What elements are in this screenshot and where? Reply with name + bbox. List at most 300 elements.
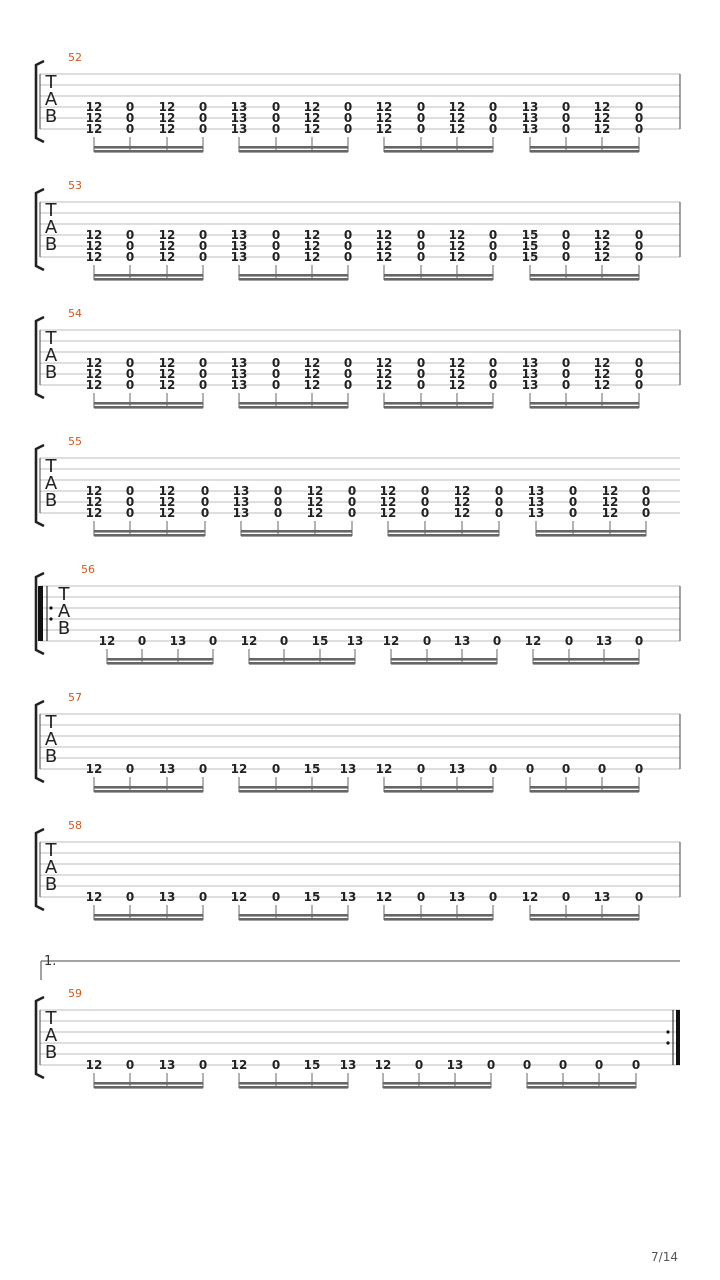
fret-number: 0 [343, 100, 353, 114]
beam [107, 658, 213, 661]
fret-number: 12 [306, 484, 324, 498]
fret-number: 13 [339, 1058, 357, 1072]
fret-number: 13 [230, 239, 248, 253]
page-number: 7/14 [651, 1250, 678, 1264]
fret-number: 12 [240, 634, 258, 648]
fret-number: 13 [339, 762, 357, 776]
fret-number: 12 [375, 367, 393, 381]
fret-number: 0 [271, 111, 281, 125]
fret-number: 0 [641, 506, 651, 520]
beam [530, 790, 639, 793]
fret-number: 0 [634, 250, 644, 264]
fret-number: 12 [98, 634, 116, 648]
fret-number: 0 [561, 100, 571, 114]
fret-number: 0 [416, 228, 426, 242]
fret-number: 0 [488, 100, 498, 114]
tab-system-58 [36, 819, 680, 921]
fret-number: 12 [448, 250, 466, 264]
fret-number: 0 [416, 239, 426, 253]
tab-clef-letter: A [57, 601, 71, 622]
fret-number: 0 [416, 122, 426, 136]
tab-system-52 [36, 51, 680, 153]
fret-number: 12 [85, 228, 103, 242]
fret-number: 0 [634, 100, 644, 114]
fret-number: 0 [271, 367, 281, 381]
fret-number: 13 [339, 890, 357, 904]
fret-number: 12 [158, 228, 176, 242]
beam [388, 530, 499, 533]
fret-number: 12 [593, 228, 611, 242]
fret-number: 0 [488, 367, 498, 381]
fret-number: 0 [125, 367, 135, 381]
fret-number: 13 [448, 890, 466, 904]
fret-number: 12 [158, 367, 176, 381]
beam [536, 530, 646, 533]
fret-number: 0 [200, 506, 210, 520]
fret-number: 0 [208, 634, 218, 648]
fret-number: 0 [125, 506, 135, 520]
fret-number: 0 [347, 484, 357, 498]
fret-number: 0 [125, 484, 135, 498]
fret-number: 0 [271, 228, 281, 242]
fret-number: 0 [198, 228, 208, 242]
fret-number: 12 [601, 495, 619, 509]
tab-clef-letter: T [45, 200, 57, 221]
fret-number: 0 [488, 111, 498, 125]
fret-number: 13 [230, 378, 248, 392]
fret-number: 0 [125, 122, 135, 136]
beam [239, 150, 348, 153]
tab-clef-letter: B [44, 234, 58, 255]
fret-number: 13 [230, 122, 248, 136]
fret-number: 0 [558, 1058, 568, 1072]
fret-number: 0 [279, 634, 289, 648]
fret-number: 0 [634, 762, 644, 776]
fret-number: 12 [379, 495, 397, 509]
fret-number: 0 [271, 100, 281, 114]
beam [94, 786, 203, 789]
tab-clef-letter: T [58, 584, 70, 605]
fret-number: 0 [561, 228, 571, 242]
fret-number: 0 [634, 890, 644, 904]
fret-number: 13 [346, 634, 364, 648]
fret-number: 0 [488, 356, 498, 370]
beam [94, 406, 203, 409]
fret-number: 12 [379, 506, 397, 520]
beam [94, 918, 203, 921]
fret-number: 0 [488, 378, 498, 392]
fret-number: 0 [198, 250, 208, 264]
beam [384, 914, 493, 917]
fret-number: 13 [521, 367, 539, 381]
fret-number: 15 [521, 250, 539, 264]
beam [530, 918, 639, 921]
fret-number: 15 [303, 762, 321, 776]
volta-bracket-1 [41, 954, 680, 980]
tab-clef-letter: T [45, 1008, 57, 1029]
fret-number: 0 [271, 122, 281, 136]
fret-number: 13 [232, 484, 250, 498]
fret-number: 12 [85, 367, 103, 381]
fret-number: 0 [125, 762, 135, 776]
fret-number: 12 [601, 484, 619, 498]
beam [94, 146, 203, 149]
fret-number: 0 [137, 634, 147, 648]
fret-number: 0 [420, 484, 430, 498]
tab-system-53 [36, 179, 680, 281]
fret-number: 0 [488, 890, 498, 904]
fret-number: 12 [593, 239, 611, 253]
beam [384, 150, 493, 153]
fret-number: 12 [375, 762, 393, 776]
fret-number: 12 [85, 1058, 103, 1072]
fret-number: 0 [568, 495, 578, 509]
fret-number: 0 [200, 484, 210, 498]
tab-system-54 [36, 307, 680, 409]
measure-number: 58 [68, 819, 82, 832]
fret-number: 12 [303, 239, 321, 253]
beam [107, 662, 213, 665]
fret-number: 13 [232, 495, 250, 509]
fret-number: 0 [343, 356, 353, 370]
fret-number: 12 [303, 100, 321, 114]
fret-number: 0 [422, 634, 432, 648]
fret-number: 0 [634, 122, 644, 136]
fret-number: 12 [306, 506, 324, 520]
tab-system-55 [36, 435, 680, 537]
fret-number: 0 [561, 250, 571, 264]
measure-number: 52 [68, 51, 82, 64]
fret-number: 0 [200, 495, 210, 509]
fret-number: 0 [634, 378, 644, 392]
tab-system-56 [36, 563, 680, 665]
fret-number: 0 [343, 111, 353, 125]
beam [249, 658, 355, 661]
beam [384, 402, 493, 405]
fret-number: 12 [158, 100, 176, 114]
fret-number: 0 [634, 367, 644, 381]
fret-number: 13 [595, 634, 613, 648]
fret-number: 13 [521, 356, 539, 370]
fret-number: 0 [125, 111, 135, 125]
fret-number: 0 [125, 356, 135, 370]
fret-number: 0 [347, 506, 357, 520]
beam [530, 406, 639, 409]
fret-number: 0 [416, 378, 426, 392]
tab-clef-letter: B [57, 618, 71, 639]
repeat-dot [666, 1030, 669, 1033]
fret-number: 12 [85, 890, 103, 904]
fret-number: 0 [343, 228, 353, 242]
fret-number: 0 [271, 356, 281, 370]
fret-number: 0 [486, 1058, 496, 1072]
beam [94, 1082, 203, 1085]
fret-number: 12 [453, 495, 471, 509]
repeat-end-thick-bar [676, 1010, 680, 1065]
beam [239, 786, 348, 789]
fret-number: 0 [634, 239, 644, 253]
fret-number: 0 [198, 890, 208, 904]
fret-number: 12 [521, 890, 539, 904]
fret-number: 0 [416, 100, 426, 114]
fret-number: 0 [416, 111, 426, 125]
beam [533, 658, 639, 661]
fret-number: 13 [521, 111, 539, 125]
beam [527, 1086, 636, 1089]
fret-number: 12 [448, 367, 466, 381]
fret-number: 0 [492, 634, 502, 648]
fret-number: 0 [561, 239, 571, 253]
tab-clef-letter: A [44, 729, 58, 750]
beam [530, 278, 639, 281]
beam [94, 1086, 203, 1089]
fret-number: 0 [634, 228, 644, 242]
beam [239, 146, 348, 149]
fret-number: 13 [230, 250, 248, 264]
fret-number: 0 [273, 495, 283, 509]
beam [241, 534, 352, 537]
fret-number: 0 [488, 239, 498, 253]
tab-system-57 [36, 691, 680, 793]
fret-number: 13 [230, 228, 248, 242]
fret-number: 12 [230, 890, 248, 904]
fret-number: 0 [198, 122, 208, 136]
fret-number: 13 [230, 356, 248, 370]
fret-number: 12 [85, 484, 103, 498]
beam [249, 662, 355, 665]
fret-number: 0 [271, 378, 281, 392]
repeat-dot [49, 617, 52, 620]
fret-number: 0 [634, 111, 644, 125]
fret-number: 0 [568, 506, 578, 520]
fret-number: 12 [85, 762, 103, 776]
tab-clef-letter: A [44, 345, 58, 366]
tab-clef-letter: B [44, 746, 58, 767]
fret-number: 0 [198, 239, 208, 253]
beam [239, 1086, 348, 1089]
beam [94, 530, 205, 533]
fret-number: 12 [303, 228, 321, 242]
fret-number: 12 [601, 506, 619, 520]
fret-number: 0 [561, 762, 571, 776]
repeat-dot [49, 606, 52, 609]
fret-number: 12 [375, 890, 393, 904]
fret-number: 12 [375, 378, 393, 392]
fret-number: 0 [343, 367, 353, 381]
tab-clef-letter: A [44, 89, 58, 110]
fret-number: 13 [593, 890, 611, 904]
beam [239, 406, 348, 409]
fret-number: 13 [169, 634, 187, 648]
fret-number: 12 [158, 239, 176, 253]
fret-number: 0 [125, 100, 135, 114]
fret-number: 12 [374, 1058, 392, 1072]
fret-number: 15 [521, 239, 539, 253]
tab-clef-letter: T [45, 328, 57, 349]
fret-number: 15 [521, 228, 539, 242]
beam [388, 534, 499, 537]
fret-number: 0 [561, 367, 571, 381]
tab-system-59 [36, 987, 680, 1089]
fret-number: 12 [593, 367, 611, 381]
fret-number: 12 [158, 495, 176, 509]
measure-number: 59 [68, 987, 82, 1000]
fret-number: 0 [271, 1058, 281, 1072]
beam [239, 918, 348, 921]
fret-number: 12 [85, 239, 103, 253]
tab-clef-letter: T [45, 712, 57, 733]
fret-number: 0 [125, 239, 135, 253]
fret-number: 12 [375, 356, 393, 370]
fret-number: 12 [593, 250, 611, 264]
fret-number: 0 [271, 250, 281, 264]
fret-number: 12 [303, 356, 321, 370]
fret-number: 0 [125, 890, 135, 904]
fret-number: 12 [303, 367, 321, 381]
fret-number: 0 [597, 762, 607, 776]
fret-number: 12 [303, 250, 321, 264]
tab-clef-letter: T [45, 456, 57, 477]
beam [530, 146, 639, 149]
fret-number: 0 [488, 228, 498, 242]
beam [384, 406, 493, 409]
fret-number: 12 [453, 484, 471, 498]
fret-number: 12 [158, 506, 176, 520]
fret-number: 0 [525, 762, 535, 776]
fret-number: 12 [303, 122, 321, 136]
fret-number: 0 [488, 762, 498, 776]
fret-number: 0 [488, 122, 498, 136]
fret-number: 12 [158, 250, 176, 264]
fret-number: 0 [125, 1058, 135, 1072]
beam [384, 790, 493, 793]
beam [94, 790, 203, 793]
fret-number: 0 [522, 1058, 532, 1072]
fret-number: 12 [85, 250, 103, 264]
fret-number: 12 [448, 239, 466, 253]
beam [239, 1082, 348, 1085]
fret-number: 0 [561, 356, 571, 370]
fret-number: 12 [448, 356, 466, 370]
beam [383, 1082, 491, 1085]
tab-clef-letter: A [44, 857, 58, 878]
fret-number: 0 [125, 378, 135, 392]
fret-number: 13 [527, 495, 545, 509]
beam [94, 402, 203, 405]
tab-clef-letter: A [44, 1025, 58, 1046]
fret-number: 0 [198, 367, 208, 381]
fret-number: 12 [85, 111, 103, 125]
fret-number: 0 [564, 634, 574, 648]
fret-number: 0 [343, 250, 353, 264]
fret-number: 0 [561, 111, 571, 125]
fret-number: 0 [343, 239, 353, 253]
fret-number: 0 [641, 495, 651, 509]
fret-number: 0 [343, 122, 353, 136]
fret-number: 0 [561, 890, 571, 904]
fret-number: 12 [593, 122, 611, 136]
beam [527, 1082, 636, 1085]
fret-number: 0 [416, 367, 426, 381]
fret-number: 12 [303, 111, 321, 125]
measure-number: 53 [68, 179, 82, 192]
fret-number: 0 [568, 484, 578, 498]
tab-clef-letter: A [44, 217, 58, 238]
fret-number: 0 [494, 506, 504, 520]
fret-number: 0 [343, 378, 353, 392]
repeat-start-thick-bar [38, 586, 43, 641]
fret-number: 0 [420, 506, 430, 520]
fret-number: 13 [232, 506, 250, 520]
beam [391, 662, 497, 665]
beam [239, 914, 348, 917]
fret-number: 0 [198, 100, 208, 114]
beam [384, 918, 493, 921]
beam [530, 274, 639, 277]
fret-number: 15 [311, 634, 329, 648]
beam [239, 278, 348, 281]
fret-number: 0 [494, 484, 504, 498]
fret-number: 13 [527, 484, 545, 498]
beam [391, 658, 497, 661]
fret-number: 12 [375, 111, 393, 125]
fret-number: 12 [230, 1058, 248, 1072]
tab-clef-letter: B [44, 874, 58, 895]
beam [530, 150, 639, 153]
fret-number: 0 [420, 495, 430, 509]
fret-number: 0 [561, 378, 571, 392]
fret-number: 0 [347, 495, 357, 509]
fret-number: 12 [303, 378, 321, 392]
fret-number: 0 [594, 1058, 604, 1072]
fret-number: 0 [198, 111, 208, 125]
fret-number: 12 [158, 122, 176, 136]
fret-number: 0 [416, 762, 426, 776]
fret-number: 12 [448, 378, 466, 392]
beam [94, 274, 203, 277]
measure-number: 54 [68, 307, 82, 320]
beam [533, 662, 639, 665]
fret-number: 12 [85, 100, 103, 114]
fret-number: 13 [230, 100, 248, 114]
fret-number: 12 [593, 100, 611, 114]
fret-number: 0 [561, 122, 571, 136]
fret-number: 13 [527, 506, 545, 520]
fret-number: 0 [634, 356, 644, 370]
fret-number: 12 [524, 634, 542, 648]
fret-number: 0 [125, 495, 135, 509]
fret-number: 13 [521, 122, 539, 136]
tab-clef-letter: B [44, 490, 58, 511]
measure-number: 57 [68, 691, 82, 704]
beam [94, 278, 203, 281]
beam [239, 402, 348, 405]
beam [384, 274, 493, 277]
fret-number: 12 [375, 250, 393, 264]
beam [383, 1086, 491, 1089]
tab-clef-letter: T [45, 72, 57, 93]
repeat-dot [666, 1041, 669, 1044]
fret-number: 0 [125, 228, 135, 242]
fret-number: 12 [158, 378, 176, 392]
fret-number: 12 [448, 122, 466, 136]
fret-number: 12 [158, 356, 176, 370]
fret-number: 13 [446, 1058, 464, 1072]
beam [241, 530, 352, 533]
fret-number: 12 [230, 762, 248, 776]
fret-number: 0 [488, 250, 498, 264]
fret-number: 12 [85, 122, 103, 136]
